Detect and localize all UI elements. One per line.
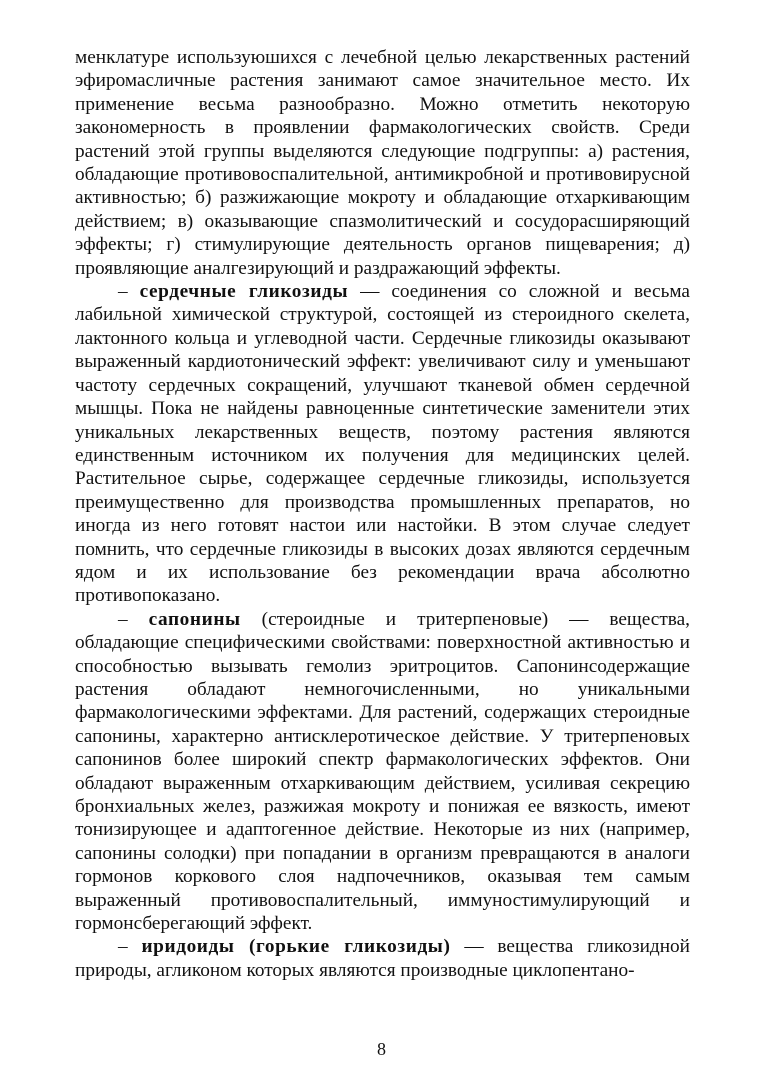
list-dash: – [118, 608, 149, 630]
document-page [75, 46, 690, 982]
paragraph-saponins [75, 608, 690, 936]
list-dash: – [118, 936, 142, 958]
term-cardiac-glycosides: сердечные гликозиды [139, 281, 349, 303]
term-saponins: сапонины [148, 608, 241, 630]
paragraph-cardiac-glycosides [75, 280, 690, 608]
paragraph-iridoids [75, 935, 690, 982]
list-dash: – [118, 281, 140, 303]
paragraph-intro [75, 46, 690, 280]
paragraph-text: менклатуре используюшихся с лечебной целью лекарственных растений эфиромасличные растения занимают самое значительное место. Их применение весьма разнообразно. Можно отметить некоторую закономерность в проявлении фармакологических свойств. Среди растений этой группы выделяются следующие подгруппы: а) растения, обладающие противовоспалительной, антимикробной и противовирусной активностью; б) разжижающие мокроту и обладающие отхаркивающим действием; в) оказывающие спазмолитический и сосудорасширяющий эффекты; г) стимулирующие деятельность органов пищеварения; д) проявляющие аналгезирующий и раздражающий эффекты. [75, 47, 690, 279]
paragraph-text: — вещества гликозидной природы, агликоном которых являются производные циклопентано- [75, 936, 690, 981]
page-number: 8 [377, 1039, 386, 1059]
term-iridoids: иридоиды (горькие гликозиды) [141, 936, 451, 958]
paragraph-text: — соединения со сложной и весьма лабильной химической структурой, состоящей из стероидного скелета, лактонного кольца и углеводной части. Сердечные гликозиды оказывают выраженный кардиотонический эффект: увеличивают силу и уменьшают частоту сердечных сокращений, улучшают тканевой обмен сердечной мышцы. Пока не найдены равноценные синтетические заменители этих уникальных лекарственных веществ, поэтому растения являются единственным источником их получения для медицинских целей. Растительное сырье, содержащее сердечные гликозиды, используется преимущественно для производства промышленных препаратов, но иногда из него готовят настои или настойки. В этом случае следует помнить, что сердечные гликозиды в высоких дозах являются сердечным ядом и их использование без рекомендации врача абсолютно противопоказано. [75, 281, 690, 607]
paragraph-text: (стероидные и тритерпеновые) — вещества, обладающие специфическими свойствами: поверхностной активностью и способностью вызывать гемолиз эритроцитов. Сапонинсодержащие растения обладают немногочисленными, но уникальными фармакологическими эффектами. Для растений, содержащих стероидные сапонины, характерно антисклеротическое действие. У тритерпеновых сапонинов более широкий спектр фармакологических эффектов. Они обладают выраженным отхаркивающим действием, усиливая секрецию бронхиальных желез, разжижая мокроту и понижая ее вязкость, имеют тонизирующее и адаптогенное действие. Некоторые из них (например, сапонины солодки) при попадании в организм превращаются в аналоги гормонов коркового слоя надпочечников, оказывая тем самым выраженный противовоспалительный, иммуностимулирующий и гормонсберегающий эффект. [75, 608, 691, 935]
